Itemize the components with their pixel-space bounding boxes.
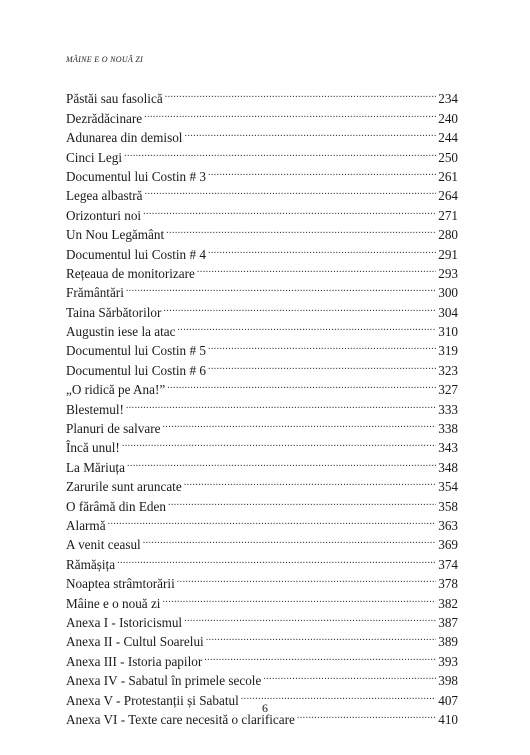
toc-entry-page: 363	[438, 517, 458, 533]
toc-entry-title: Frământări	[66, 285, 124, 301]
dot-leader	[145, 181, 437, 200]
toc-entry-title: Anexa IV - Sabatul în primele secole	[66, 673, 262, 689]
toc-entry-title: Documentul lui Costin # 4	[66, 246, 206, 262]
toc-entry-title: Anexa I - Istoricismul	[66, 614, 183, 630]
toc-entry-page: 291	[438, 246, 458, 262]
toc-entry-page: 333	[438, 401, 458, 417]
toc-entry-title: Anexa VI - Texte care necesită o clarificare	[66, 711, 295, 727]
toc-entry-title: „O ridică pe Ana!”	[66, 382, 166, 398]
dot-leader	[163, 297, 436, 316]
dot-leader	[204, 646, 436, 665]
toc-entry-page: 374	[438, 556, 458, 572]
dot-leader	[122, 433, 436, 452]
toc-entry-page: 319	[438, 343, 458, 359]
toc-entry-title: A venit ceasul	[66, 537, 141, 553]
dot-leader	[208, 336, 436, 355]
dot-leader	[124, 142, 436, 161]
toc-entry	[66, 142, 458, 165]
toc-entry	[66, 297, 458, 320]
dot-leader	[117, 549, 436, 568]
toc-entry	[66, 84, 458, 107]
dot-leader	[126, 394, 436, 413]
toc-entry-title: Planuri de salvare	[66, 421, 161, 437]
toc-entry-page: 327	[438, 382, 458, 398]
toc-entry-page: 410	[438, 711, 458, 727]
toc-entry	[66, 452, 458, 475]
toc-entry-title: Rămășița	[66, 556, 116, 572]
toc-entry-title: Documentul lui Costin # 3	[66, 168, 206, 184]
toc-entry	[66, 433, 458, 456]
toc-entry	[66, 414, 458, 437]
toc-entry-page: 387	[438, 614, 458, 630]
dot-leader	[167, 375, 436, 394]
toc-entry-page: 348	[438, 459, 458, 475]
page-number: 6	[262, 701, 268, 715]
toc-entry-page: 261	[438, 168, 458, 184]
toc-entry-page: 280	[438, 227, 458, 243]
toc-entry-title: Taina Sărbătorilor	[66, 304, 162, 320]
toc-entry-page: 338	[438, 421, 458, 437]
toc-entry-title: Rețeaua de monitorizare	[66, 265, 195, 281]
toc-entry-title: Anexa II - Cultul Soarelui	[66, 634, 204, 650]
dot-leader	[144, 103, 436, 122]
toc-entry	[66, 549, 458, 572]
toc-entry-page: 398	[438, 673, 458, 689]
toc-entry-page: 310	[438, 324, 458, 340]
toc-entry	[66, 162, 458, 184]
dot-leader	[263, 666, 436, 685]
toc-entry-page: 343	[438, 440, 458, 456]
toc-entry-title: Cinci Legi	[66, 149, 123, 165]
toc-entry-title: Documentul lui Costin # 5	[66, 343, 206, 359]
toc-entry-page: 354	[438, 479, 458, 495]
toc-entry-title: Mâine e o nouă zi	[66, 595, 161, 611]
toc-entry-title: O fărâmă din Eden	[66, 498, 166, 514]
toc-entry-page: 389	[438, 634, 458, 650]
toc-entry-page: 300	[438, 285, 458, 301]
toc-entry	[66, 530, 458, 553]
dot-leader	[168, 491, 436, 510]
toc-entry-title: Adunarea din demisol	[66, 130, 183, 146]
toc-entry-page: 264	[438, 188, 458, 204]
toc-entry-title: Încă unul!	[66, 440, 120, 456]
dot-leader	[206, 627, 437, 646]
dot-leader	[166, 220, 436, 239]
dot-leader	[178, 317, 437, 336]
toc-entry-page: 407	[438, 692, 458, 708]
toc-entry-title: Zarurile sunt aruncate	[66, 479, 182, 495]
dot-leader	[126, 278, 436, 297]
toc-entry-title: Legea albastră	[66, 188, 143, 204]
toc-entry	[66, 569, 458, 592]
toc-entry-title: Documentul lui Costin # 6	[66, 362, 206, 378]
toc-entry-page: 304	[438, 304, 458, 320]
toc-entry-page: 323	[438, 362, 458, 378]
toc-entry-page: 293	[438, 265, 458, 281]
dot-leader	[208, 239, 436, 258]
toc-entry-page: 240	[438, 110, 458, 126]
toc-entry-page: 369	[438, 537, 458, 553]
dot-leader	[162, 414, 436, 433]
toc-entry-title: Dezrădăcinare	[66, 110, 143, 126]
toc-entry-title: Orizonturi noi	[66, 207, 142, 223]
toc-entry-title: Blestemul!	[66, 401, 124, 417]
dot-leader	[184, 123, 436, 142]
dot-leader	[108, 511, 437, 530]
toc-entry-title: Anexa III - Istoria papilor	[66, 653, 203, 669]
dot-leader	[165, 84, 437, 103]
toc-entry-title: La Măriuța	[66, 459, 125, 475]
toc-entry-title: Augustin iese la atac	[66, 324, 176, 340]
toc-entry	[66, 511, 458, 533]
dot-leader	[162, 588, 436, 607]
toc-entry-page: 378	[438, 576, 458, 592]
toc-entry-page: 250	[438, 149, 458, 165]
toc-entry-title: Păstăi sau fasolică	[66, 91, 163, 107]
toc-entry-page: 271	[438, 207, 458, 223]
dot-leader	[184, 608, 436, 627]
dot-leader	[184, 472, 437, 491]
table-of-contents	[66, 84, 458, 727]
dot-leader	[143, 200, 436, 219]
dot-leader	[143, 530, 437, 549]
dot-leader	[208, 355, 436, 374]
toc-entry-title: Anexa V - Protestanții și Sabatul	[66, 692, 239, 708]
dot-leader	[177, 569, 436, 588]
dot-leader	[208, 162, 436, 181]
toc-entry-title: Noaptea strâmtorării	[66, 576, 175, 592]
toc-entry-page: 393	[438, 653, 458, 669]
toc-entry-page: 234	[438, 91, 458, 107]
toc-entry-title: Un Nou Legământ	[66, 227, 165, 243]
toc-entry-title: Alarmă	[66, 517, 106, 533]
toc-entry-page: 382	[438, 595, 458, 611]
dot-leader	[127, 452, 436, 471]
dot-leader	[197, 259, 436, 278]
toc-entry-page: 244	[438, 130, 458, 146]
running-header: MÂINE E O NOUĂ ZI	[66, 55, 144, 64]
toc-entry-page: 358	[438, 498, 458, 514]
